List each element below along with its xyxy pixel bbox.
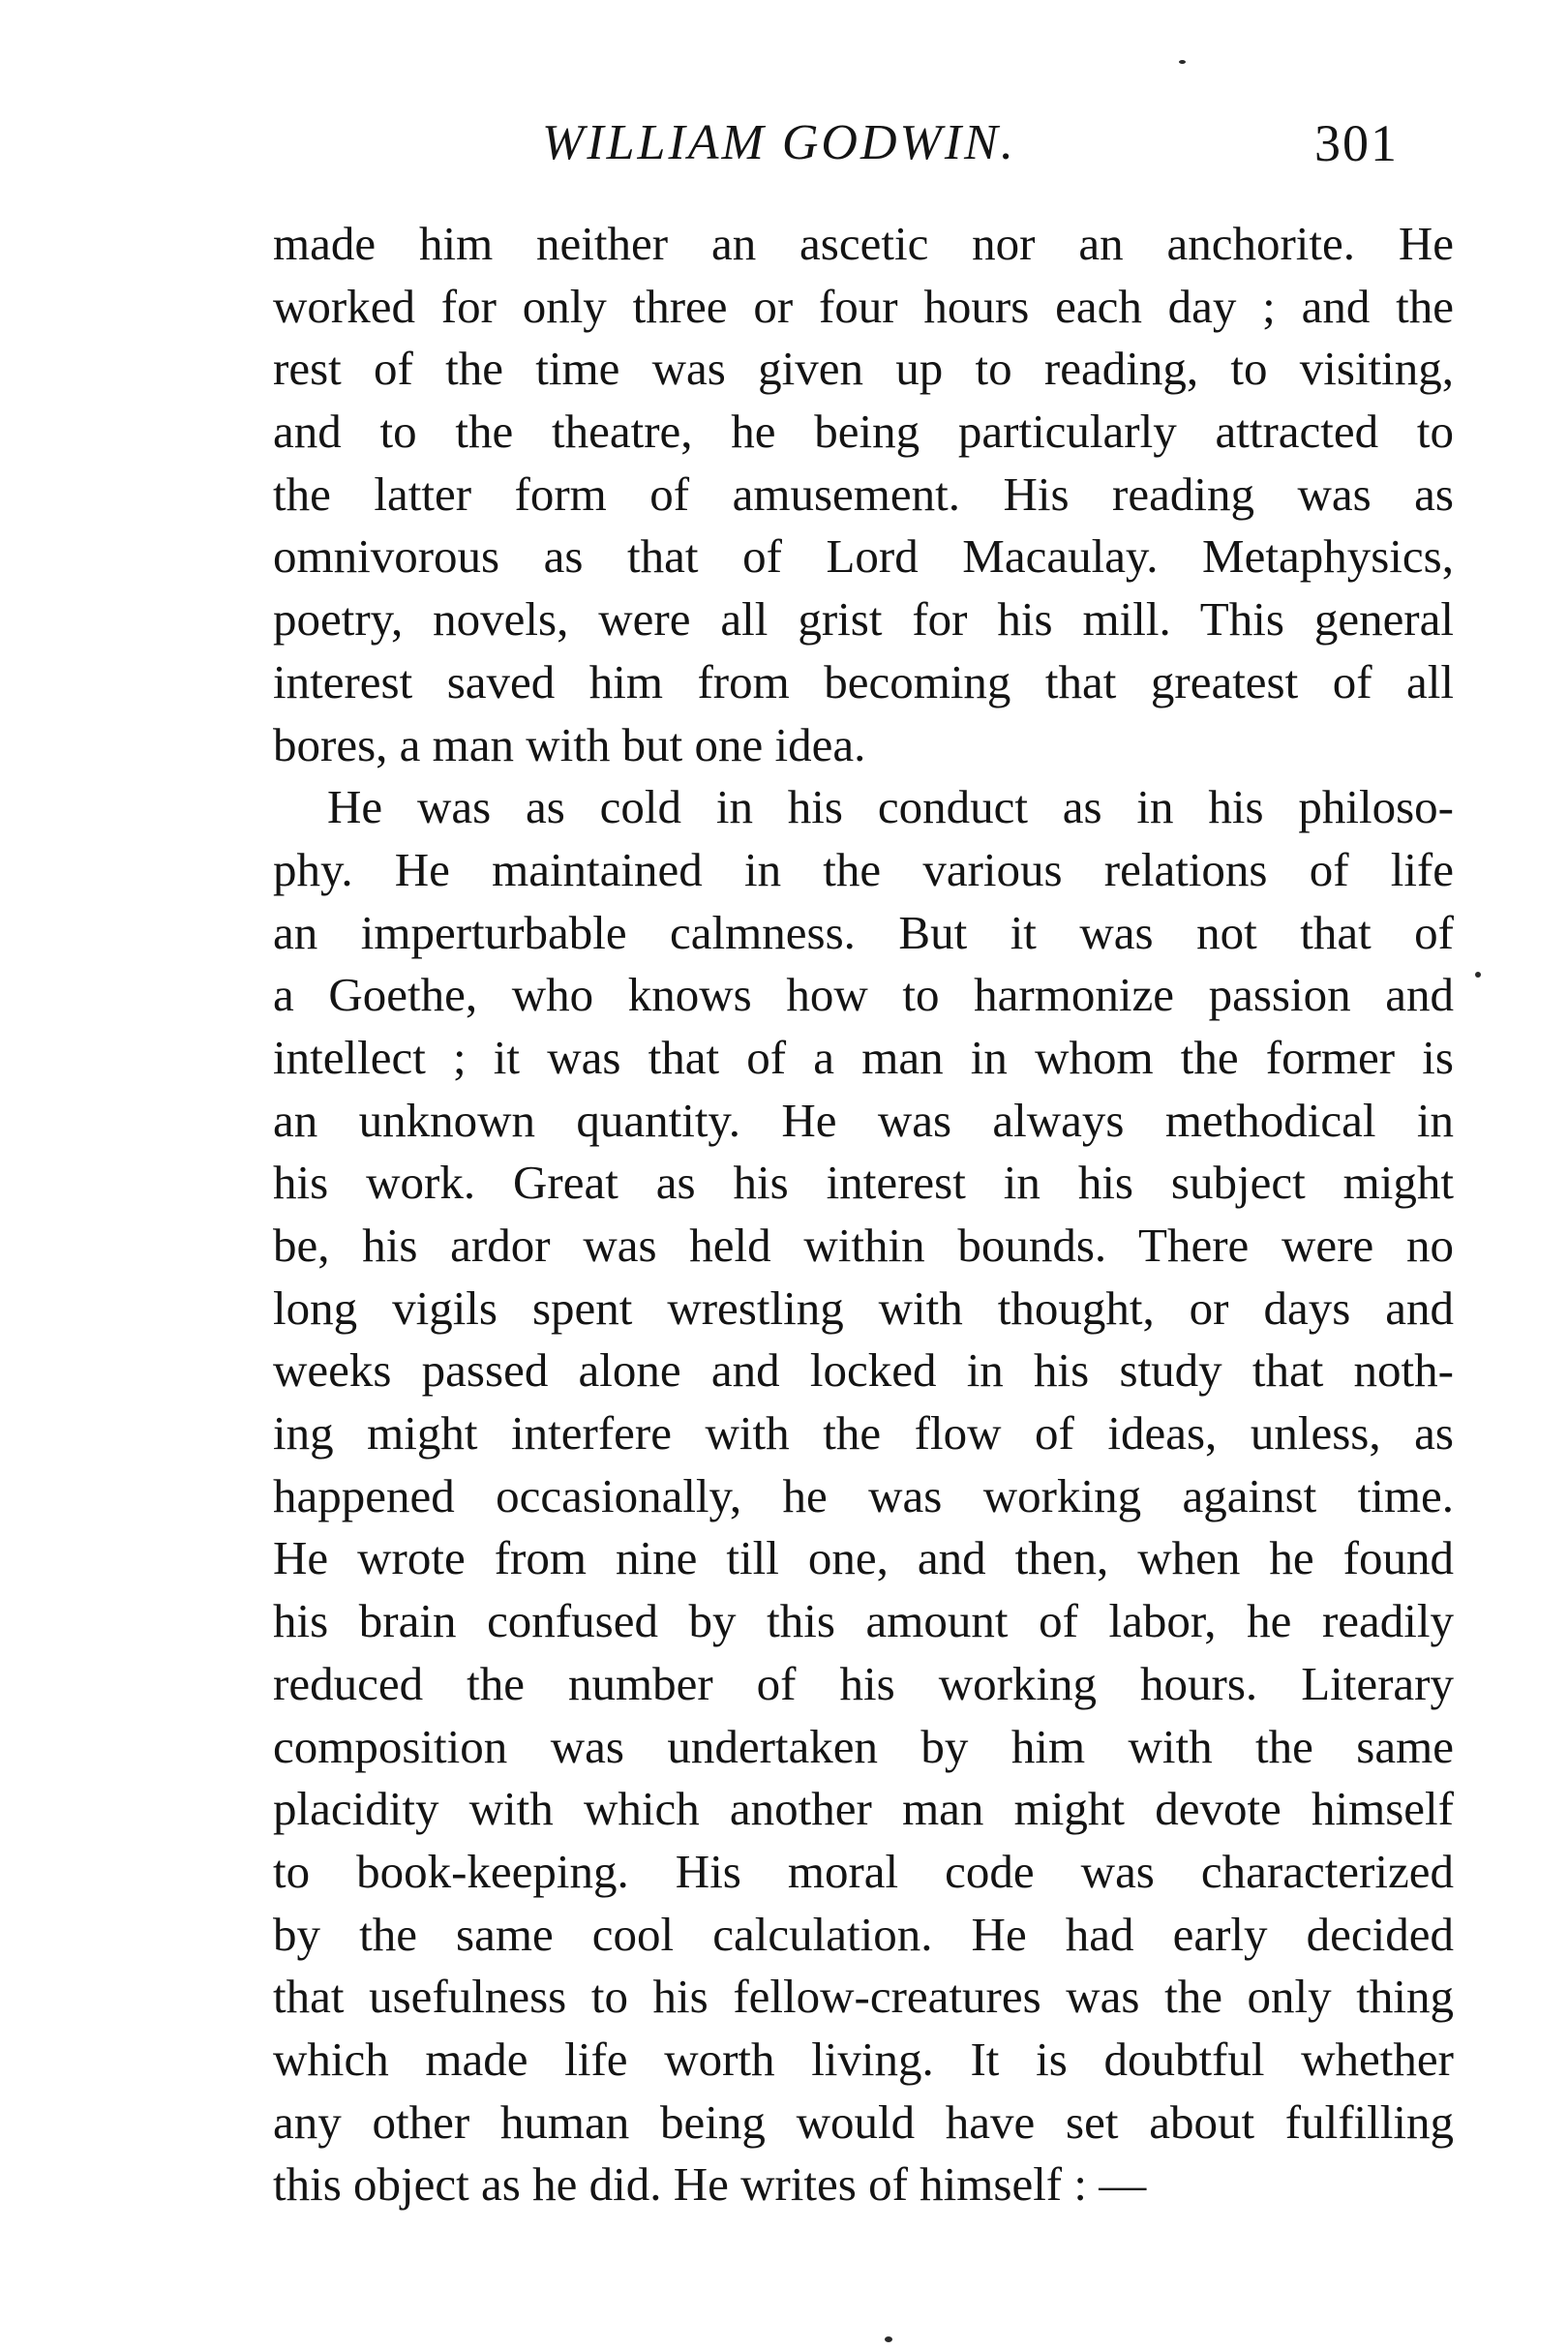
- print-speck: [1475, 972, 1481, 978]
- text-line: bores, a man with but one idea.: [273, 717, 866, 771]
- text-line: omnivorous as that of Lord Macaulay. Metaphysics,: [273, 529, 1454, 584]
- text-line: to book-keeping. His moral code was characterized: [273, 1844, 1454, 1898]
- text-line: long vigils spent wrestling with thought, or days and: [273, 1280, 1454, 1335]
- text-line: placidity with which another man might devote himself: [273, 1782, 1454, 1836]
- print-speck: [1179, 60, 1186, 64]
- page-number: 301: [1314, 114, 1399, 172]
- text-line: He was as cold in his conduct as in his philoso-: [327, 780, 1454, 834]
- text-line: a Goethe, who knows how to harmonize passion and: [273, 968, 1454, 1022]
- print-speck: [885, 2336, 892, 2342]
- text-line: the latter form of amusement. His reading was as: [273, 467, 1454, 521]
- text-line: poetry, novels, were all grist for his mill. This general: [273, 592, 1454, 647]
- text-line: intellect ; it was that of a man in whom the former is: [273, 1030, 1454, 1084]
- text-line: and to the theatre, he being particularly attracted to: [273, 405, 1454, 459]
- text-line: interest saved him from becoming that greatest of all: [273, 654, 1454, 708]
- text-line: happened occasionally, he was working against time.: [273, 1468, 1454, 1522]
- text-line: ing might interfere with the flow of ideas, unless, as: [273, 1406, 1454, 1461]
- text-line: worked for only three or four hours each day ; and the: [273, 279, 1454, 333]
- text-line: that usefulness to his fellow-creatures was the only thing: [273, 1970, 1454, 2024]
- text-line: his brain confused by this amount of labor, he readily: [273, 1594, 1454, 1648]
- running-title: WILLIAM GODWIN.: [542, 115, 1016, 170]
- text-line: by the same cool calculation. He had early decided: [273, 1907, 1454, 1961]
- text-line: be, his ardor was held within bounds. There were no: [273, 1219, 1454, 1272]
- text-line: weeks passed alone and locked in his study that noth-: [273, 1343, 1454, 1398]
- body-text: [273, 213, 1454, 2216]
- text-line: made him neither an ascetic nor an anchorite. He: [273, 217, 1454, 270]
- text-line: an imperturbable calmness. But it was not that of: [273, 905, 1454, 959]
- text-line: rest of the time was given up to reading, to visiting,: [273, 342, 1454, 396]
- text-line: this object as he did. He writes of himself : —: [273, 2157, 1147, 2212]
- text-line: He wrote from nine till one, and then, when he found: [273, 1531, 1454, 1585]
- text-line: any other human being would have set about fulfilling: [273, 2094, 1454, 2149]
- paragraph-1: [273, 213, 1454, 776]
- text-line: reduced the number of his working hours. Literary: [273, 1656, 1454, 1710]
- text-line: his work. Great as his interest in his subject might: [273, 1156, 1454, 1210]
- text-line: phy. He maintained in the various relations of life: [273, 842, 1454, 896]
- text-line: an unknown quantity. He was always methodical in: [273, 1093, 1454, 1147]
- text-line: which made life worth living. It is doubtful whether: [273, 2032, 1454, 2086]
- text-line: composition was undertaken by him with the same: [273, 1719, 1454, 1773]
- paragraph-2: [273, 776, 1454, 2216]
